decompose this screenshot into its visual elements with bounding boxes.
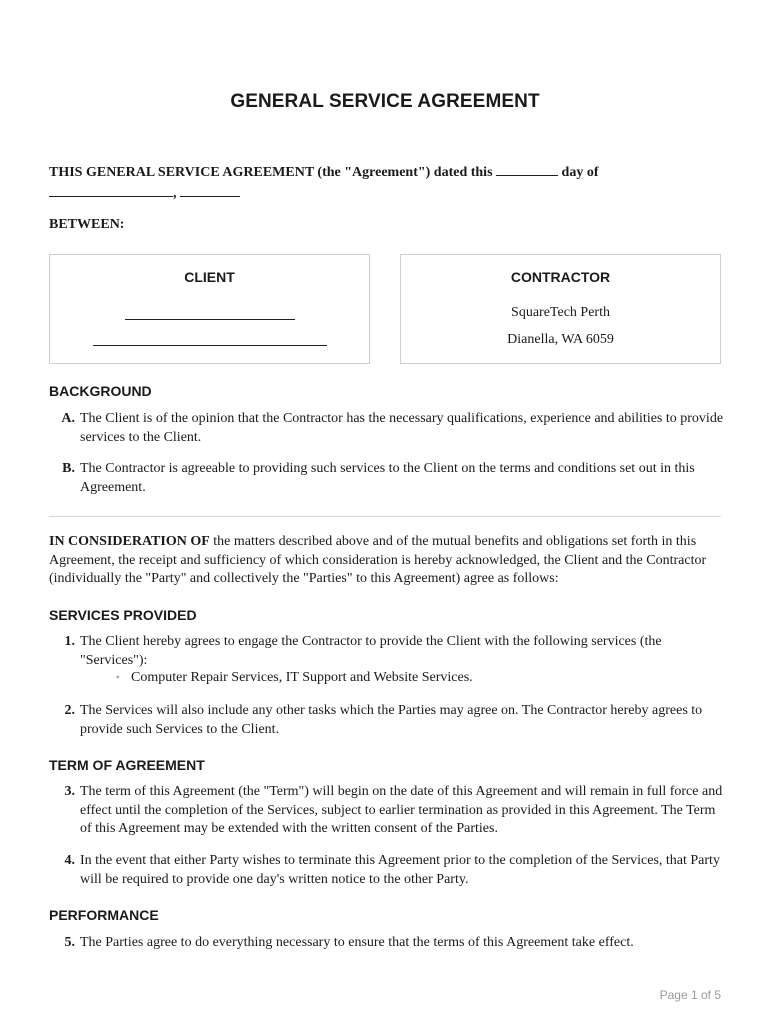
document-title: GENERAL SERVICE AGREEMENT — [230, 91, 540, 112]
consideration-lead: IN CONSIDERATION OF — [49, 534, 210, 549]
services-heading: SERVICES PROVIDED — [49, 607, 197, 623]
item-label: 5. — [64, 935, 75, 950]
performance-heading: PERFORMANCE — [49, 907, 159, 923]
agreement-intro — [49, 162, 729, 204]
bullet-mark: ◦ — [116, 672, 120, 683]
list-item — [49, 410, 724, 447]
item-text: The term of this Agreement (the "Term") will begin on the date of this Agreement and will remain in full force and effect until the completion of the Services, subject to earlier termination as provided in this Agreement. The Term of this Agreement may be extended with the written consent of the Parties. — [80, 784, 723, 836]
intro-prefix: THIS GENERAL SERVICE AGREEMENT (the "Agreement") dated this — [49, 165, 493, 180]
item-text: In the event that either Party wishes to terminate this Agreement prior to the completion of the Services, that Party will be required to provide one day's written notice to the other Party. — [80, 853, 720, 887]
client-name-line — [125, 319, 295, 320]
list-item — [49, 783, 724, 839]
section-divider — [49, 516, 721, 517]
item-text: The Client hereby agrees to engage the Contractor to provide the Client with the following services (the "Services"): — [80, 634, 662, 668]
background-heading: BACKGROUND — [49, 383, 152, 399]
list-item — [49, 852, 724, 889]
list-item — [49, 934, 724, 953]
month-blank — [49, 183, 173, 197]
item-label: 3. — [64, 784, 75, 799]
item-text: The Parties agree to do everything necessary to ensure that the terms of this Agreement take effect. — [80, 935, 634, 950]
year-blank — [180, 183, 240, 197]
intro-comma: , — [173, 186, 177, 201]
item-text: The Client is of the opinion that the Contractor has the necessary qualifications, experience and abilities to provide services to the Client. — [80, 411, 724, 445]
item-text: The Contractor is agreeable to providing such services to the Client on the terms and conditions set out in this Agreement. — [80, 461, 695, 495]
page-number: Page 1 of 5 — [659, 988, 721, 1002]
contractor-address: Dianella, WA 6059 — [507, 332, 614, 347]
item-text: The Services will also include any other tasks which the Parties may agree on. The Contractor hereby agrees to provide such Services to the Client. — [80, 703, 703, 737]
list-item — [49, 633, 724, 670]
list-item — [49, 460, 724, 497]
term-heading: TERM OF AGREEMENT — [49, 757, 205, 773]
item-label: 4. — [64, 853, 75, 868]
services-bullet — [116, 670, 473, 686]
item-label: 1. — [64, 634, 75, 649]
contractor-heading: CONTRACTOR — [510, 269, 611, 285]
day-blank — [496, 162, 558, 176]
item-label: B. — [62, 461, 75, 476]
between-label: BETWEEN: — [49, 217, 125, 232]
contractor-name: SquareTech Perth — [511, 305, 610, 320]
item-label: A. — [61, 411, 75, 426]
consideration-paragraph — [49, 533, 729, 589]
item-label: 2. — [64, 703, 75, 718]
client-address-line — [93, 345, 327, 346]
consideration-text: the matters described above and of the mutual benefits and obligations set forth in this Agreement, the receipt and sufficiency of which consideration is hereby acknowledged, the Client and the Contractor (individually the "Party" and collectively the "Parties" to this Agreement) agree as follows: — [49, 534, 707, 586]
contractor-box — [400, 254, 721, 364]
client-box — [49, 254, 370, 364]
list-item — [49, 702, 724, 739]
bullet-text: Computer Repair Services, IT Support and Website Services. — [131, 670, 473, 685]
client-heading: CLIENT — [184, 269, 235, 285]
intro-day: day of — [561, 165, 599, 180]
